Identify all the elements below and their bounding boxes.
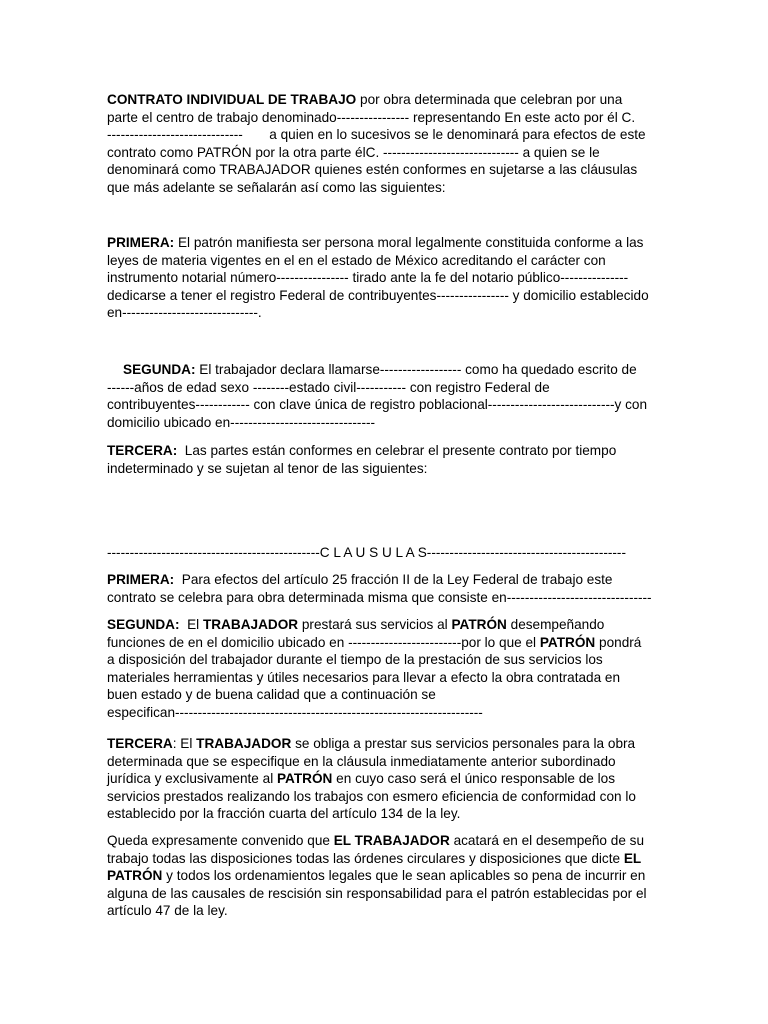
contract-heading: CONTRATO INDIVIDUAL DE TRABAJO [107,92,357,107]
final-paragraph [107,832,663,920]
declaration-tercera-label: TERCERA: [107,443,178,458]
final-text-3b: y todos los ordenamientos legales que le sean aplicables so pena de incurrir en [162,868,646,883]
clause-primera-label: PRIMERA: [107,572,175,587]
intro-paragraph [107,91,663,196]
clause-segunda-line-6: especifican-------------------------------------------------------------------- [107,704,483,720]
clause-segunda-text-1a: El [179,617,203,632]
declaration-primera-line-4: dedicarse a tener el registro Federal de contribuyentes---------------- y domicilio establecido [107,287,649,303]
declaration-tercera-line-2: indeterminado y se sujetan al tenor de las siguientes: [107,460,428,476]
clause-tercera-label: TERCERA [107,736,173,751]
declaration-segunda-line-3: contribuyentes------------ con clave única de registro poblacional----------------------------y con [107,397,648,412]
final-el: EL [623,850,642,866]
clause-segunda [107,616,663,721]
declaration-primera-line-1: El patrón manifiesta ser persona moral legalmente constituida conforme a las [174,235,644,250]
intro-line-3: ------------------------------ a quien en lo sucesivos se le denominará para efectos de este [107,127,646,142]
clause-segunda-text-2a: funciones de en el domicilio ubicado en -------------------------por lo que el [107,634,540,650]
final-text-1b: acatará en el desempeño de su [449,833,645,848]
clause-segunda-label: SEGUNDA: [107,617,180,632]
clausulas-heading: -----------------------------------------------C L A U S U L A S-------------------------------------------- [107,545,626,560]
declaration-tercera-line-1: Las partes están conformes en celebrar el presente contrato por tiempo [177,443,617,458]
clause-tercera-line-2: determinada que se especifique en la cláusula inmediatamente anterior subordinado [107,753,616,769]
clause-segunda-patron-2: PATRÓN [539,634,596,650]
intro-line-5: denominará como TRABAJADOR quienes estén conformes en sujetarse a las cláusulas [107,162,638,177]
clause-tercera-text-3b: en cuyo caso será el único responsable de los [332,771,616,786]
clause-tercera-text-1b: se obliga a prestar sus servicios personales para la obra [291,736,636,751]
declaration-segunda-line-4: domicilio ubicado en-------------------------------- [107,414,376,430]
final-line-4: alguna de las causales de rescisión sin responsabilidad para el patrón establecidas por el [107,885,647,901]
clause-segunda-patron-1: PATRÓN [451,617,507,632]
declaration-primera-label: PRIMERA: [107,235,175,250]
intro-line-4: contrato como PATRÓN por la otra parte élC. ------------------------------ a quien se le [107,144,600,160]
declaration-primera-line-5: en------------------------------. [107,305,262,320]
clause-segunda-text-1c: desempeñando [506,617,605,632]
clause-primera-line-2: contrato se celebra para obra determinada misma que consiste en-------------------------------- [107,589,652,605]
clause-segunda-text-2b: pondrá [595,634,642,650]
clause-tercera-text-1a: : El [172,736,197,751]
clause-tercera-patron: PATRÓN [277,771,333,786]
final-el-trabajador: EL TRABAJADOR [333,833,450,848]
declaration-primera-line-3: instrumento notarial número---------------- tirado ante la fe del notario público--------------- [107,270,629,285]
declaration-tercera [107,442,663,477]
clause-segunda-text-1b: prestará sus servicios al [298,617,452,632]
declaration-segunda [107,361,663,431]
declaration-primera-line-2: leyes de materia vigentes en el en el estado de México acreditando el carácter con [107,252,606,268]
clause-tercera-text-3a: jurídica y exclusivamente al [107,771,277,786]
clause-segunda-line-4: materiales herramientas y útiles necesarios para llevar a efecto la obra contratada en [107,669,621,685]
clause-primera [107,571,663,606]
clause-tercera-line-5: establecido por la fracción cuarta del artículo 134 de la ley. [107,806,461,821]
clause-tercera-trabajador: TRABAJADOR [196,736,292,751]
final-patron: PATRÓN [107,868,163,883]
intro-line-2: parte el centro de trabajo denominado---------------- representando En este acto por él C. [107,109,636,125]
declaration-primera [107,234,663,322]
declaration-segunda-label: SEGUNDA: [123,362,196,377]
clause-tercera-line-4: servicios prestados realizando los trabajos con esmero eficiencia de conformidad con lo [107,788,636,804]
clause-primera-line-1: Para efectos del artículo 25 fracción II de la Ley Federal de trabajo este [174,572,613,587]
intro-line-1: por obra determinada que celebran por una [356,92,623,107]
declaration-segunda-line-2: ------años de edad sexo --------estado civil----------- con registro Federal de [107,379,550,395]
final-text-2a: trabajo todas las disposiciones todas las órdenes circulares y disposiciones que dicte [107,850,624,866]
clause-segunda-trabajador: TRABAJADOR [202,617,299,632]
clause-segunda-line-3: a disposición del trabajador durante el tiempo de la prestación de sus servicios los [107,652,603,667]
final-text-1a: Queda expresamente convenido que [107,833,334,848]
final-line-5: artículo 47 de la ley. [107,903,228,918]
intro-line-6: que más adelante se señalarán así como las siguientes: [107,179,446,195]
clause-segunda-line-5: buen estado y de buena calidad que a continuación se [107,687,436,702]
declaration-segunda-line-1: El trabajador declara llamarse------------------ como ha quedado escrito de [195,362,637,377]
clause-tercera [107,735,663,823]
